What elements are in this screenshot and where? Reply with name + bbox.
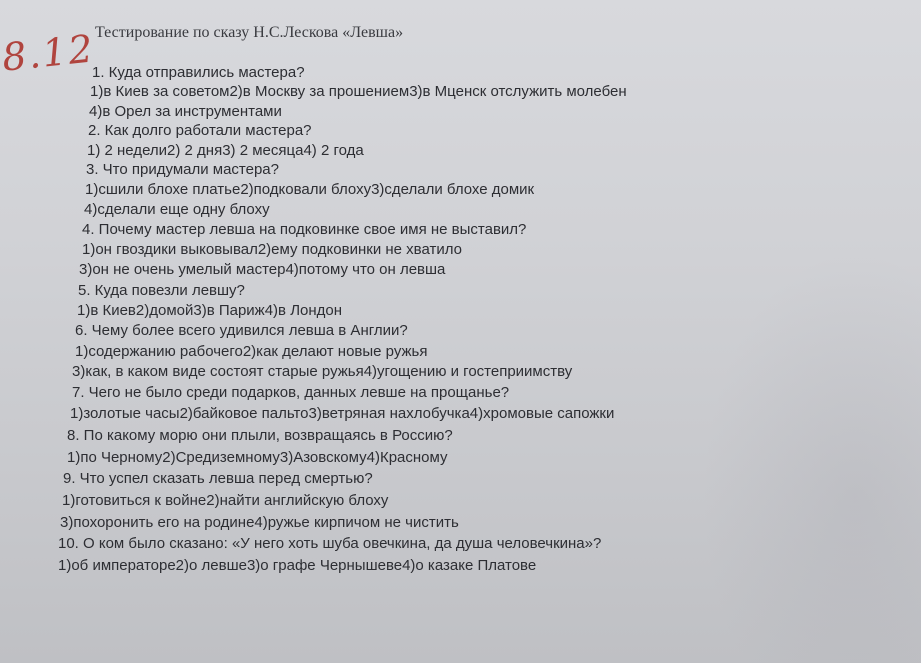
- answer-options-line: 1) 2 недели2) 2 дня3) 2 месяца4) 2 года: [87, 142, 364, 159]
- question-line: 1. Куда отправились мастера?: [92, 64, 305, 81]
- answer-options-line: 1)в Киев2)домой3)в Париж4)в Лондон: [77, 302, 343, 319]
- answer-options-line: 1)готовиться к войне2)найти английскую блоху: [62, 492, 389, 509]
- answer-options-line: 1)золотые часы2)байковое пальто3)ветряная нахлобучка4)хромовые сапожки: [70, 405, 615, 422]
- question-line: 5. Куда повезли левшу?: [78, 282, 245, 299]
- question-line: 2. Как долго работали мастера?: [88, 122, 312, 139]
- question-line: 10. О ком было сказано: «У него хоть шуба овечкина, да душа человечкина»?: [58, 535, 602, 552]
- answer-options-line: 3)похоронить его на родине4)ружье кирпичом не чистить: [60, 514, 459, 531]
- answer-options-line: 4)сделали еще одну блоху: [84, 201, 270, 218]
- question-line: 6. Чему более всего удивился левша в Англии?: [75, 322, 408, 339]
- answer-options-line: 1)сшили блохе платье2)подковали блоху3)сделали блохе домик: [85, 181, 535, 198]
- question-line: 7. Чего не было среди подарков, данных левше на прощанье?: [72, 384, 510, 401]
- question-line: 9. Что успел сказать левша перед смертью?: [63, 470, 373, 487]
- page-title: Тестирование по сказу Н.С.Лескова «Левша»: [95, 24, 404, 41]
- question-line: 8. По какому морю они плыли, возвращаясь в Россию?: [67, 427, 453, 444]
- answer-options-line: 1)он гвоздики выковывал2)ему подковинки не хватило: [82, 241, 462, 258]
- answer-options-line: 1)в Киев за советом2)в Москву за прошением3)в Мценск отслужить молебен: [90, 83, 627, 100]
- answer-options-line: 1)об императоре2)о левше3)о графе Чернышеве4)о казаке Платове: [58, 557, 537, 574]
- answer-options-line: 1)по Черному2)Средиземному3)Азовскому4)Красному: [67, 449, 448, 466]
- answer-options-line: 1)содержанию рабочего2)как делают новые ружья: [75, 343, 428, 360]
- answer-options-line: 3)он не очень умелый мастер4)потому что он левша: [79, 261, 446, 278]
- answer-options-line: 3)как, в каком виде состоят старые ружья4)угощению и гостеприимству: [72, 363, 573, 380]
- answer-options-line: 4)в Орел за инструментами: [89, 103, 282, 120]
- question-line: 4. Почему мастер левша на подковинке свое имя не выставил?: [82, 221, 527, 238]
- question-line: 3. Что придумали мастера?: [86, 161, 279, 178]
- handwritten-page-mark: 8.12: [0, 26, 97, 80]
